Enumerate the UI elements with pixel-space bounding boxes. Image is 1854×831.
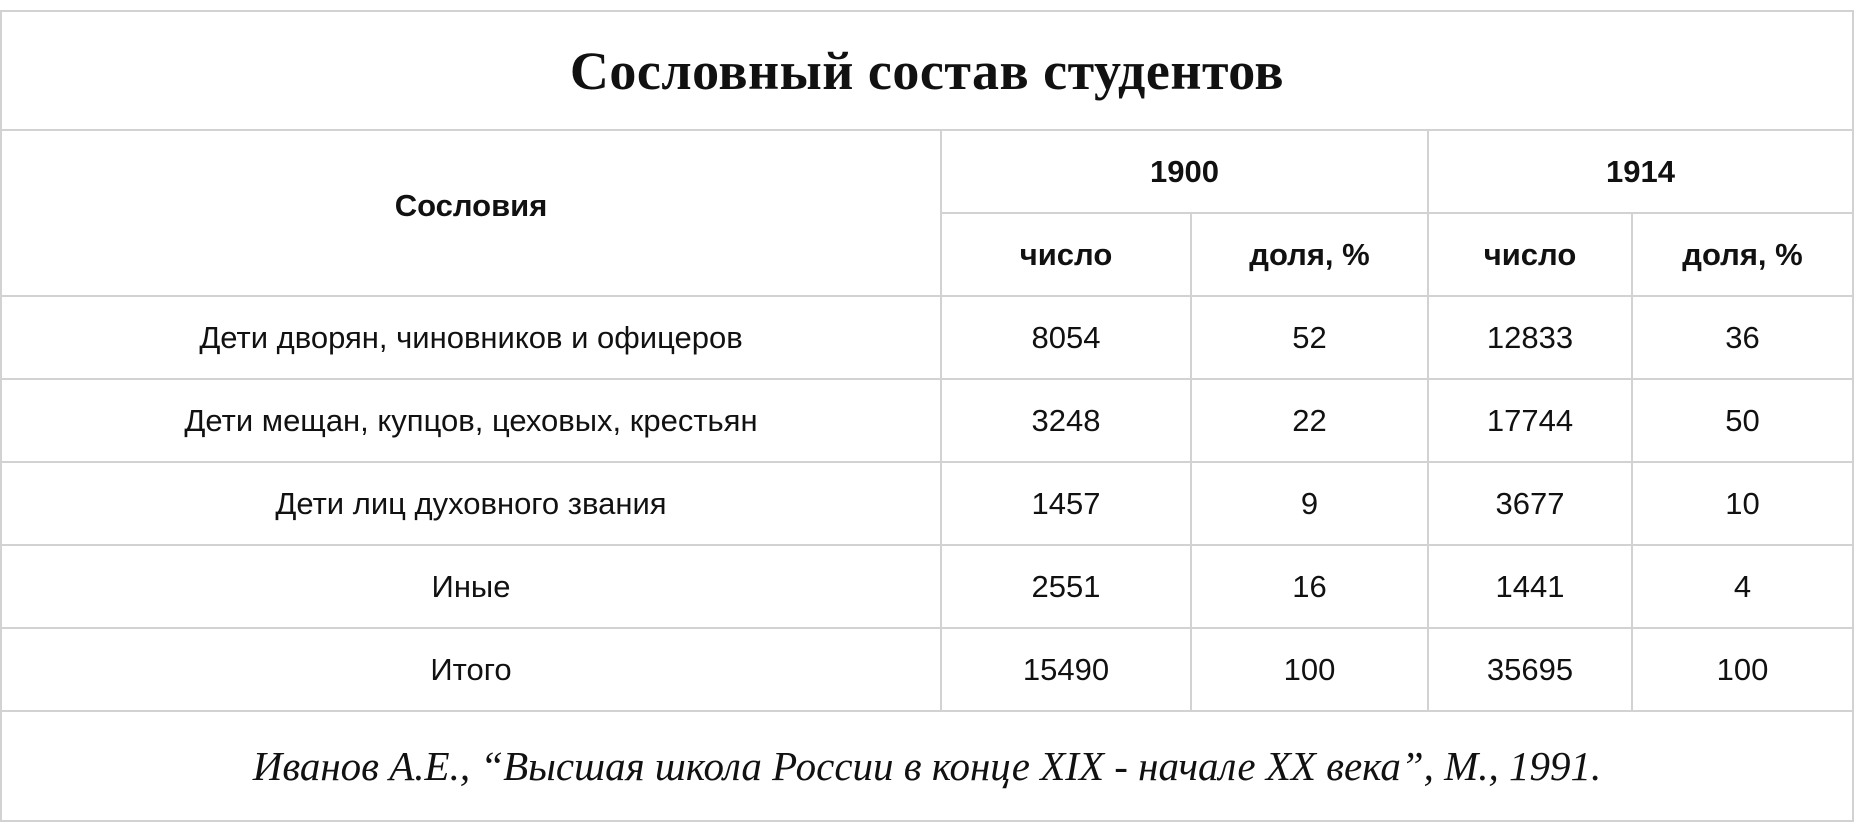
estate-column-header: Сословия: [2, 130, 941, 296]
row-label: Дети дворян, чиновников и офицеров: [2, 296, 941, 379]
cell-share-1914: 10: [1632, 462, 1852, 545]
cell-share-1900: 9: [1191, 462, 1428, 545]
year-header-1900: 1900: [941, 130, 1428, 213]
subheader-share-1914: доля, %: [1632, 213, 1852, 296]
cell-count-1900: 3248: [941, 379, 1191, 462]
cell-count-1914: 12833: [1428, 296, 1632, 379]
table-row: [2, 379, 1852, 462]
subheader-count-1900: число: [941, 213, 1191, 296]
table-row: [2, 545, 1852, 628]
cell-count-1900: 8054: [941, 296, 1191, 379]
cell-share-1914: 4: [1632, 545, 1852, 628]
cell-count-1900: 2551: [941, 545, 1191, 628]
cell-count-1914: 35695: [1428, 628, 1632, 711]
subheader-count-1914: число: [1428, 213, 1632, 296]
row-label: Итого: [2, 628, 941, 711]
subheader-share-1900: доля, %: [1191, 213, 1428, 296]
data-table: [2, 12, 1852, 819]
cell-share-1914: 100: [1632, 628, 1852, 711]
source-citation: Иванов А.Е., “Высшая школа России в конце XIX - начале XX века”, М., 1991.: [2, 711, 1852, 819]
cell-share-1914: 36: [1632, 296, 1852, 379]
cell-count-1914: 17744: [1428, 379, 1632, 462]
table-row-total: [2, 628, 1852, 711]
cell-share-1914: 50: [1632, 379, 1852, 462]
year-header-1914: 1914: [1428, 130, 1852, 213]
cell-share-1900: 100: [1191, 628, 1428, 711]
cell-share-1900: 16: [1191, 545, 1428, 628]
table-frame: [0, 10, 1854, 822]
row-label: Иные: [2, 545, 941, 628]
table-title: Сословный состав студентов: [2, 12, 1852, 130]
cell-share-1900: 22: [1191, 379, 1428, 462]
cell-share-1900: 52: [1191, 296, 1428, 379]
table-row: [2, 462, 1852, 545]
cell-count-1900: 1457: [941, 462, 1191, 545]
cell-count-1914: 1441: [1428, 545, 1632, 628]
row-label: Дети мещан, купцов, цеховых, крестьян: [2, 379, 941, 462]
row-label: Дети лиц духовного звания: [2, 462, 941, 545]
table-row: [2, 296, 1852, 379]
cell-count-1914: 3677: [1428, 462, 1632, 545]
cell-count-1900: 15490: [941, 628, 1191, 711]
